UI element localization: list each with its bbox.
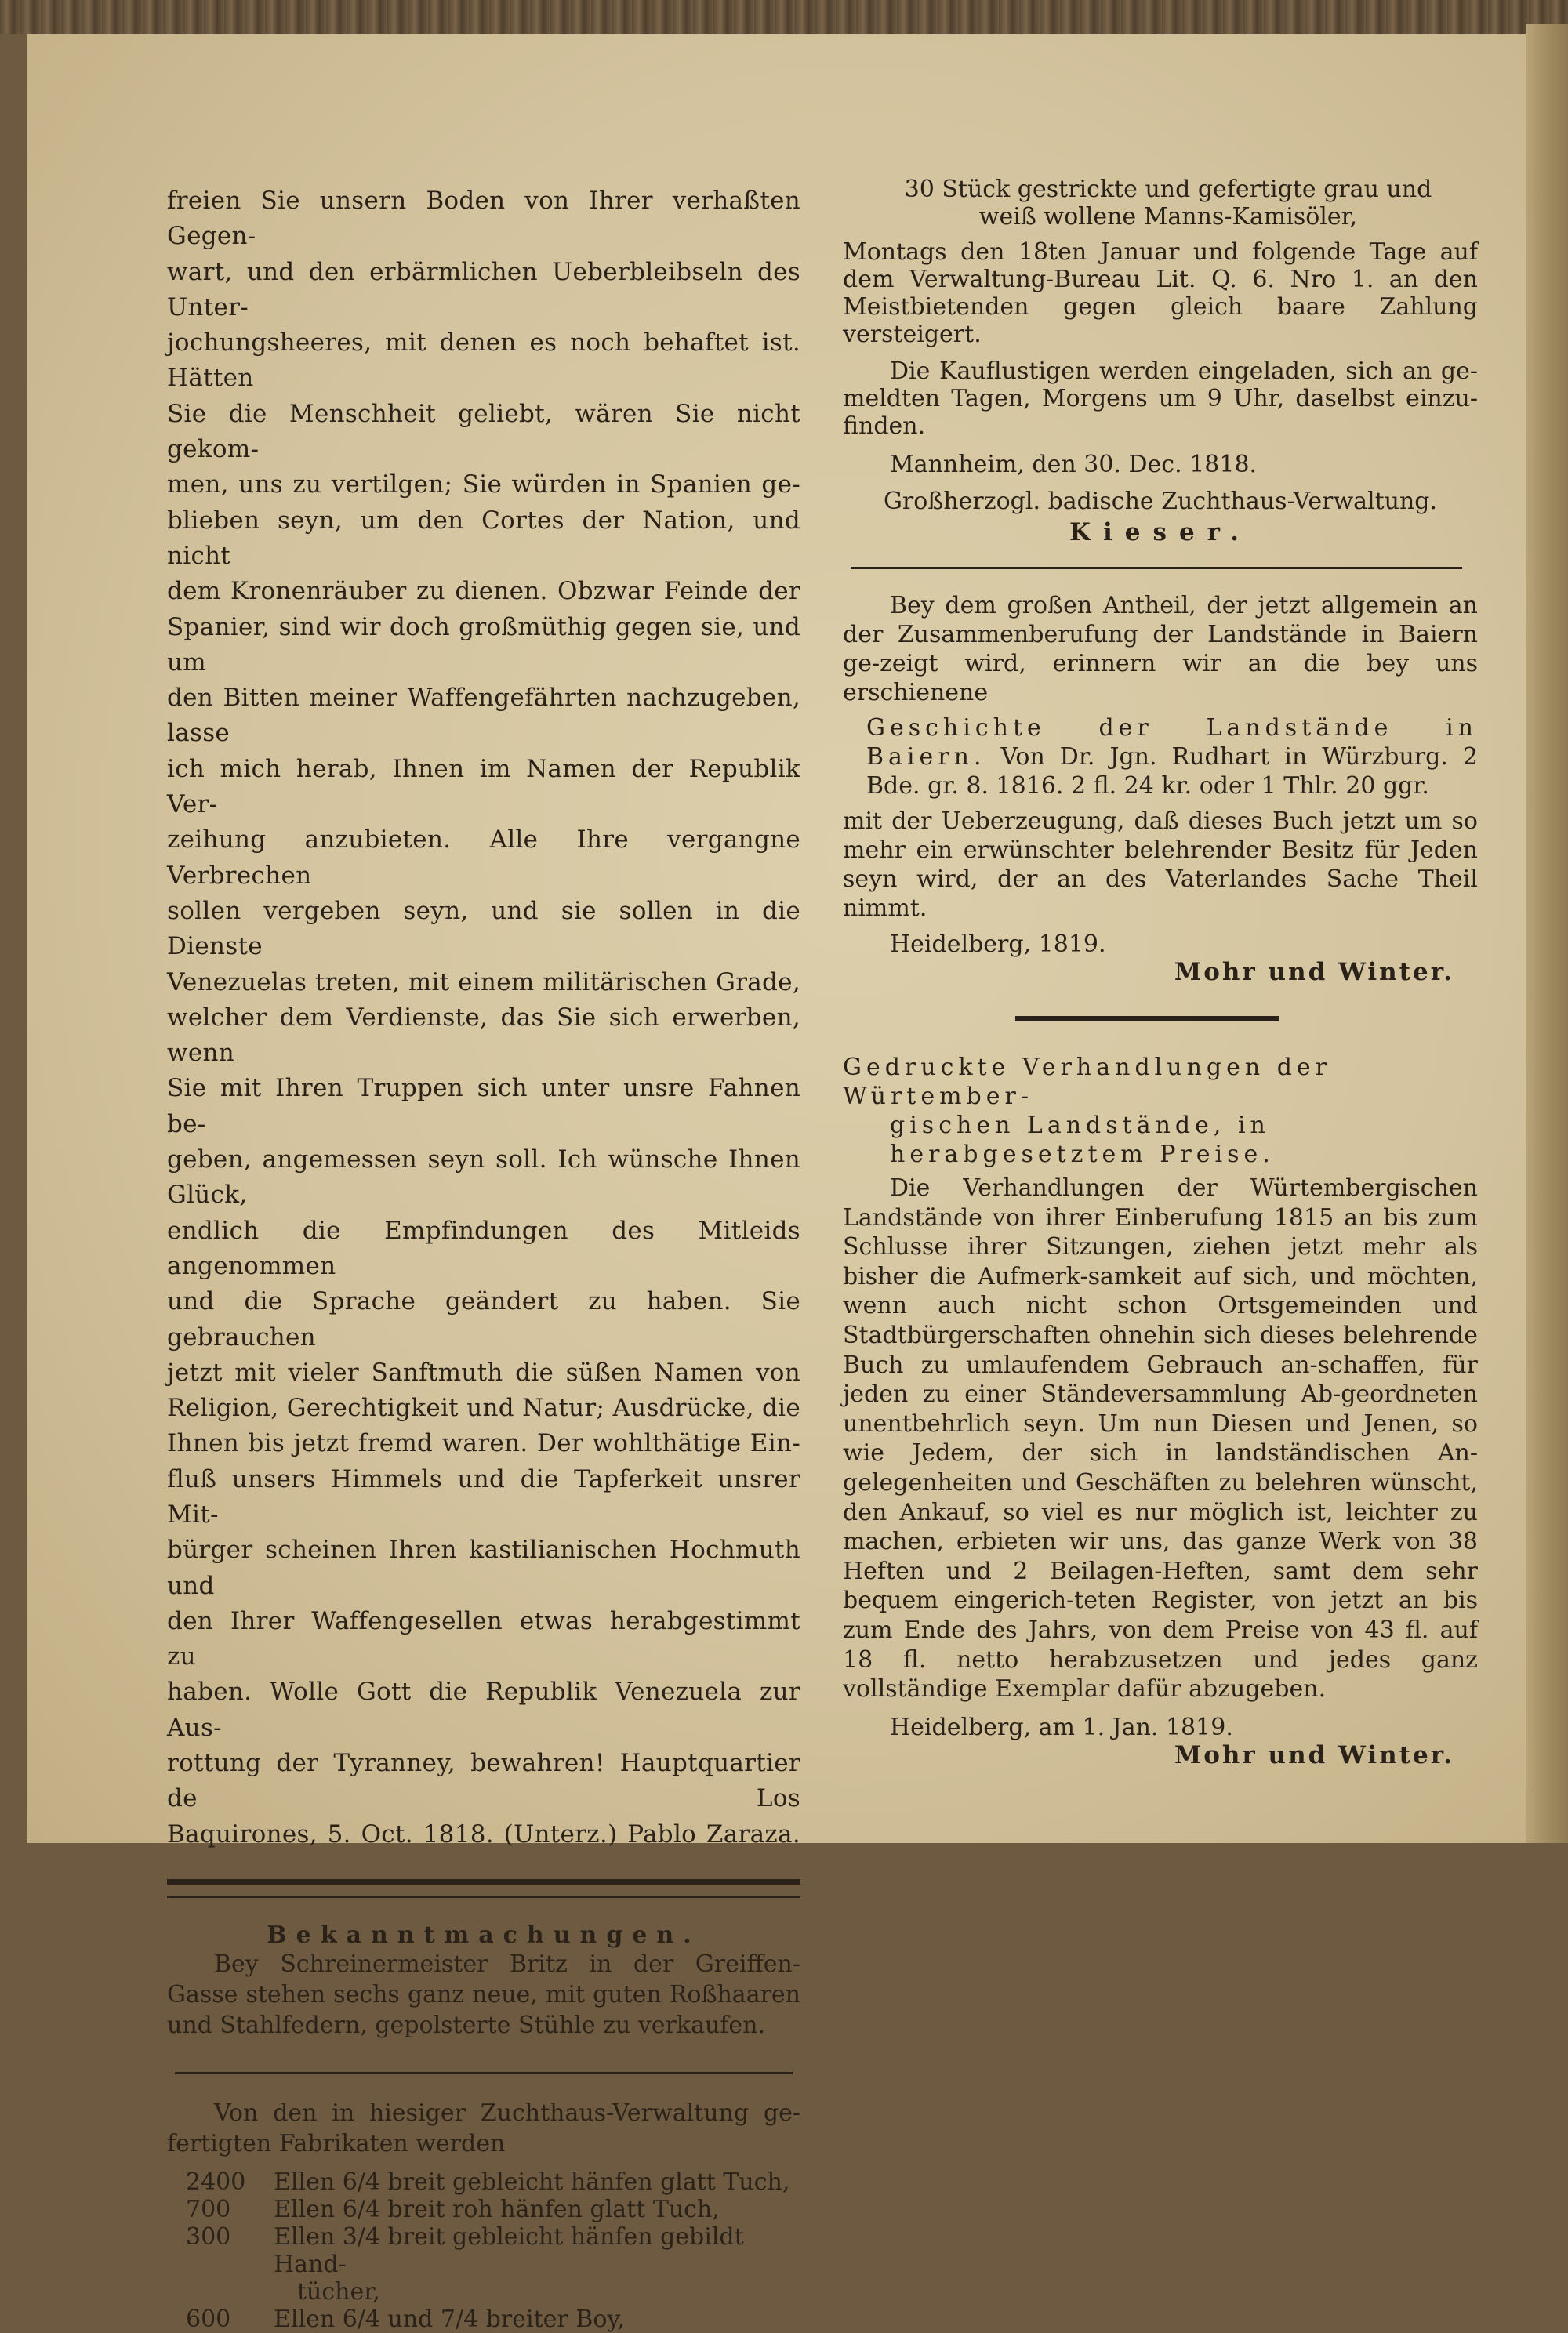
article-line: haben. Wolle Gott die Republik Venezuela zur Aus- [167, 1678, 800, 1742]
auction-authority: Großherzogl. badische Zuchthaus-Verwaltung. [883, 488, 1438, 515]
goods-row [186, 2278, 800, 2306]
article-line: den Ihrer Waffengesellen etwas herabgestimmt zu [167, 1606, 800, 1671]
book-title-main: Geschichte der Landstände in Baiern. [866, 714, 1478, 771]
goods-quantity: 2400 [186, 2168, 246, 2196]
book-place-date: Heidelberg, 1819. [890, 931, 1106, 958]
notice-fabrics-intro: Von den in hiesiger Zuchthaus-Verwaltung ge-fertigten Fabrikaten werden [167, 2099, 800, 2157]
article-line: men, uns zu vertilgen; Sie würden in Spanien ge- [167, 470, 800, 499]
left-column [167, 183, 800, 2333]
article-line: Ihnen bis jetzt fremd waren. Der wohlthätige Ein- [167, 1429, 800, 1458]
article-line: geben, angemessen seyn soll. Ich wünsche Ihnen Glück, [167, 1145, 800, 1210]
adjacent-page-edge [1526, 24, 1568, 1843]
goods-list [186, 2168, 800, 2333]
section-heading-bekanntmachungen: Bekanntmachungen. [267, 1921, 701, 1949]
article-line: welcher dem Verdienste, das Sie sich erwerben, wenn [167, 1003, 800, 1068]
goods-quantity: 600 [186, 2305, 231, 2333]
article-line: den Bitten meiner Waffengefährten nachzugeben, lasse [167, 684, 800, 748]
article-venezuela-proclamation [167, 183, 800, 1852]
article-line: freien Sie unsern Boden von Ihrer verhaßten Gegen- [167, 187, 800, 251]
notice-chairs-for-sale: Bey Schreinermeister Britz in der Greiffen-Gasse stehen sechs ganz neue, mit guten Roßhaaren und Stahlfedern, gepolsterte Stühle zu verkaufen. [167, 1950, 800, 2039]
goods-quantity [186, 2278, 274, 2306]
book-top-edge [0, 0, 1568, 34]
goods-continuation: 30 Stück gestrickte und gefertigte grau und weiß wollene Manns-Kamisöler, [904, 176, 1432, 230]
auction-signature: Kieser. [1069, 518, 1251, 546]
article-line: sollen vergeben seyn, und sie sollen in die Dienste [167, 896, 800, 961]
article-line: Religion, Gerechtigkeit und Natur; Ausdrücke, die [167, 1394, 800, 1423]
article-line: fluß unsers Himmels und die Tapferkeit unsrer Mit- [167, 1464, 800, 1529]
proceedings-publisher: Mohr und Winter. [1174, 1740, 1454, 1769]
goods-description: tücher, [297, 2277, 380, 2306]
auction-place-date: Mannheim, den 30. Dec. 1818. [890, 451, 1258, 478]
article-line: ich mich herab, Ihnen im Namen der Republik Ver- [167, 754, 800, 819]
proceedings-text: Die Verhandlungen der Würtembergischen Landstände von ihrer Einberufung 1815 an bis zum Schlusse ihrer Sitzungen, ziehen jetzt mehr als bisher die Aufmerk-samkeit auf sich, und möchten, wenn auch nicht schon Ortsgemeinden und Stadtbürgerschaften ohnehin sich dieses belehrende Buch zu umlaufendem Gebrauch an-schaffen, für jeden zu einer Ständeversammlung Ab-geordneten unentbehrlich seyn. Um nun Diesen und Jenen, so wie Jedem, der sich in landständischen An-gelegenheiten und Geschäften zu belehren wünscht, den Ankauf, so viel es nur möglich ist, leichter zu machen, erbieten wir uns, das ganze Werk von 38 Heften und 2 Beilagen-Heften, samt dem sehr bequem eingerich-teten Register, von jetzt an bis zum Ende des Jahrs, von dem Preise von 43 fl. auf 18 fl. netto herabzusetzen und jedes ganz vollständige Exemplar dafür abzugeben. [843, 1174, 1478, 1703]
proceedings-heading-line-2: gischen Landstände, in herabgesetztem Preise. [890, 1112, 1275, 1168]
article-line: endlich die Empfindungen des Mitleids angenommen [167, 1216, 800, 1280]
goods-row [186, 2168, 800, 2196]
article-line: jochungsheeres, mit denen es noch behaftet ist. Hätten [167, 328, 800, 393]
goods-row [186, 2223, 800, 2278]
goods-description: Ellen 6/4 breit roh hänfen glatt Tuch, [274, 2195, 720, 2223]
article-line: und die Sprache geändert zu haben. Sie gebrauchen [167, 1287, 800, 1352]
book-conviction: mit der Ueberzeugung, daß dieses Buch jetzt um so mehr ein erwünschter belehrender Besitz für Jeden seyn wird, der an des Vaterlandes Sache Theil nimmt. [843, 807, 1478, 922]
goods-quantity: 300 [186, 2222, 231, 2251]
book-publisher: Mohr und Winter. [1174, 958, 1454, 986]
article-line: rottung der Tyranney, bewahren! Hauptquartier de Los [167, 1749, 800, 1813]
auction-notice: Montags den 18ten Januar und folgende Tage auf dem Verwaltung-Bureau Lit. Q. 6. Nro 1. an den Meistbietenden gegen gleich baare Zahlung versteigert. [843, 238, 1478, 348]
article-line: Venezuelas treten, mit einem militärischen Grade, [167, 967, 800, 996]
article-line: Sie die Menschheit geliebt, wären Sie nicht gekom- [167, 399, 800, 464]
goods-description: Ellen 3/4 breit gebleicht hänfen gebildt Hand- [274, 2222, 744, 2278]
goods-quantity: 700 [186, 2195, 231, 2223]
goods-description: Ellen 6/4 breit gebleicht hänfen glatt Tuch, [274, 2168, 790, 2196]
proceedings-place-date: Heidelberg, am 1. Jan. 1819. [890, 1713, 1233, 1741]
right-column [843, 176, 1478, 1769]
article-line: zeihung anzubieten. Alle Ihre vergangne Verbrechen [167, 825, 800, 890]
buyers-invitation: Die Kauflustigen werden eingeladen, sich an ge-meldten Tagen, Morgens um 9 Uhr, daselbst einzu-finden. [843, 357, 1478, 440]
goods-row [186, 2306, 800, 2333]
section-double-rule [167, 1879, 800, 1898]
proceedings-heading [843, 1053, 1478, 1169]
book-title-details: Von Dr. Jgn. Rudhart in Würzburg. 2 Bde. gr. 8. 1816. 2 fl. 24 kr. oder 1 Thlr. 20 ggr. [866, 743, 1478, 800]
proceedings-heading-line-1: Gedruckte Verhandlungen der Würtember- [843, 1054, 1332, 1110]
article-line: Baquirones, 5. Oct. 1818. (Unterz.) Pablo Zaraza. [167, 1820, 800, 1849]
section-short-rule [1015, 1016, 1279, 1021]
article-line: Spanier, sind wir doch großmüthig gegen sie, und um [167, 612, 800, 677]
notice-divider [175, 2072, 793, 2074]
article-line: dem Kronenräuber zu dienen. Obzwar Feinde der [167, 577, 800, 606]
article-line: Sie mit Ihren Truppen sich unter unsre Fahnen be- [167, 1074, 800, 1138]
book-notice-intro: Bey dem großen Antheil, der jetzt allgemein an der Zusammenberufung der Landstände in Baiern ge-zeigt wird, erinnern wir an die bey uns erschienene [843, 592, 1478, 706]
goods-row [186, 2196, 800, 2223]
article-line: bürger scheinen Ihren kastilianischen Hochmuth und [167, 1536, 800, 1600]
book-title [843, 713, 1478, 800]
notice-divider-right [851, 567, 1462, 569]
article-line: jetzt mit vieler Sanftmuth die süßen Namen von [167, 1358, 800, 1387]
article-line: blieben seyn, um den Cortes der Nation, und nicht [167, 506, 800, 570]
article-line: wart, und den erbärmlichen Ueberbleibseln des Unter- [167, 257, 800, 321]
goods-description: Ellen 6/4 und 7/4 breiter Boy, [274, 2305, 625, 2333]
